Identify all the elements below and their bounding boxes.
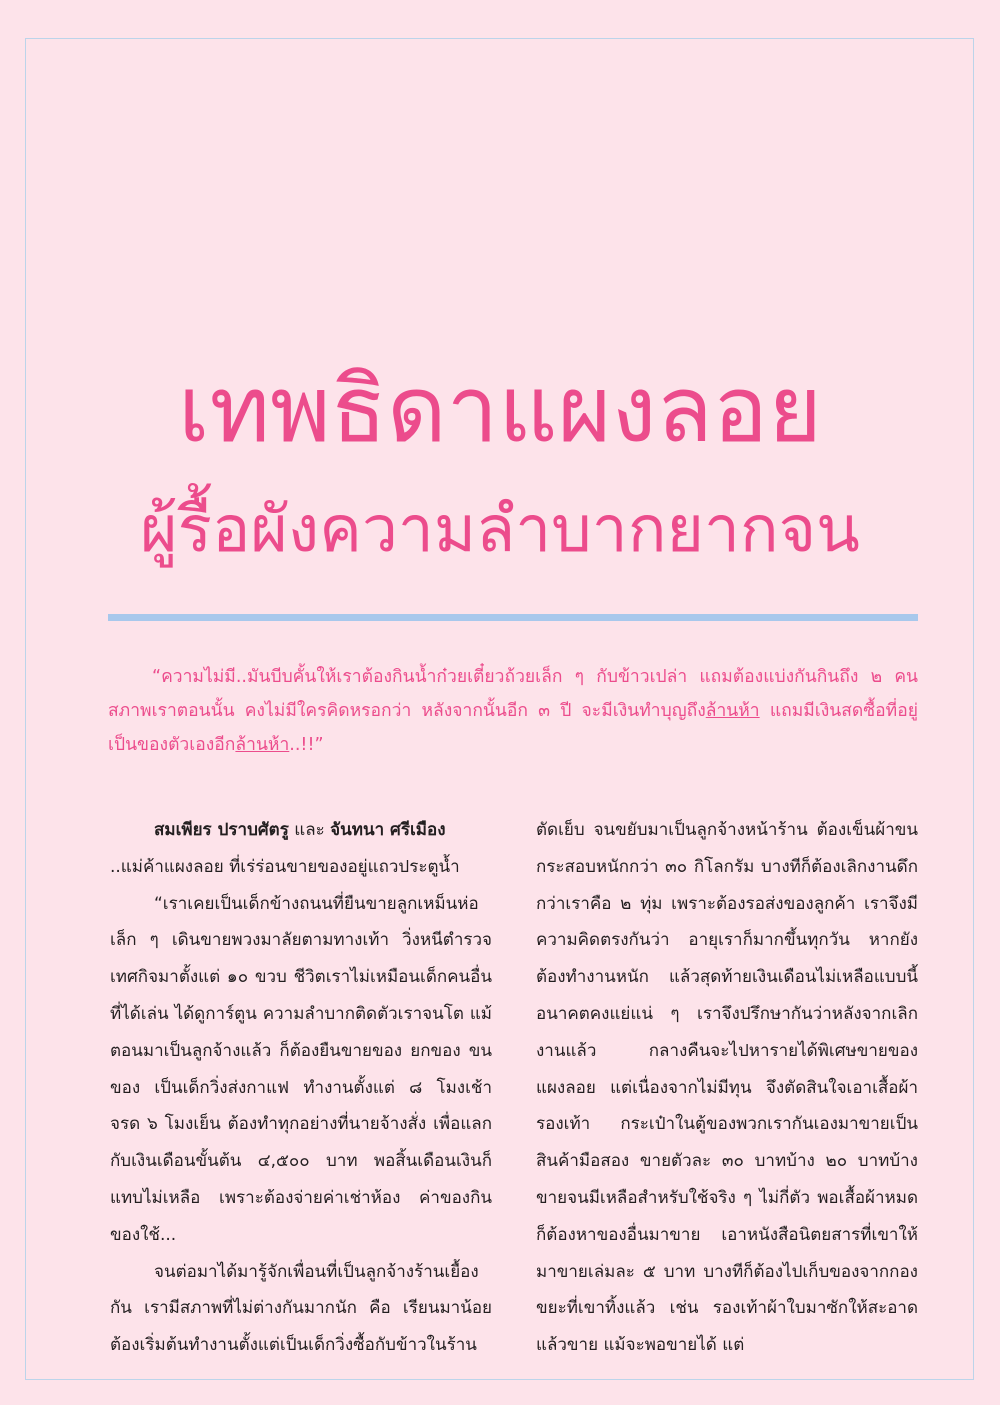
byline-tagline: ..แม่ค้าแผงลอย ที่เร่ร่อนขายของอยู่แถวประตูน้ำ [110, 856, 460, 877]
pull-quote [108, 660, 918, 762]
body-column-left [110, 812, 492, 1364]
divider-rule [108, 614, 918, 621]
byline-author-2: จันทนา ศรีเมือง [330, 820, 446, 840]
quote-underline-1: ล้านห้า [705, 701, 760, 721]
body-column-right [536, 812, 918, 1364]
body-paragraph: ตัดเย็บ จนขยับมาเป็นลูกจ้างหน้าร้าน ต้องเข็นผ้าขนกระสอบหนักกว่า ๓๐ กิโลกรัม บางทีก็ต้องเลิกงานดึกกว่าเราคือ ๒ ทุ่ม เพราะต้องรอส่งของลูกค้า เราจึงมีความคิดตรงกันว่า อายุเราก็มากขึ้นทุกวัน หากยังต้องทำงานหนัก แล้วสุดท้ายเงินเดือนไม่เหลือแบบนี้ อนาคตคงแย่แน่ ๆ เราจึงปรึกษากันว่าหลังจากเลิกงานแล้ว กลางคืนจะไปหารายได้พิเศษขายของแผงลอย แต่เนื่องจากไม่มีทุน จึงตัดสินใจเอาเสื้อผ้า รองเท้า กระเป๋าในตู้ของพวกเรากันเองมาขายเป็นสินค้ามือสอง ขายตัวละ ๓๐ บาทบ้าง ๒๐ บาทบ้าง ขายจนมีเหลือสำหรับใช้จริง ๆ ไม่กี่ตัว พอเสื้อผ้าหมดก็ต้องหาของอื่นมาขาย เอาหนังสือนิตยสารที่เขาให้มาขายเล่มละ ๕ บาท บางทีก็ต้องไปเก็บของจากกองขยะที่เขาทิ้งแล้ว เช่น รองเท้าผ้าใบมาซักให้สะอาดแล้วขาย แม้จะพอขายได้ แต่ [536, 820, 918, 1356]
body-paragraph: “เราเคยเป็นเด็กข้างถนนที่ยืนขายลูกเหม็นห่อเล็ก ๆ เดินขายพวงมาลัยตามทางเท้า วิ่งหนีตำรวจเทศกิจมาตั้งแต่ ๑๐ ขวบ ชีวิตเราไม่เหมือนเด็กคนอื่น ที่ได้เล่น ได้ดูการ์ตูน ความลำบากติดตัวเราจนโต แม้ตอนมาเป็นลูกจ้างแล้ว ก็ต้องยืนขายของ ยกของ ขนของ เป็นเด็กวิ่งส่งกาแฟ ทำงานตั้งแต่ ๘ โมงเช้า จรด ๖ โมงเย็น ต้องทำทุกอย่างที่นายจ้างสั่ง เพื่อแลกกับเงินเดือนขั้นต้น ๔,๕๐๐ บาท พอสิ้นเดือนเงินก็แทบไม่เหลือ เพราะต้องจ่ายค่าเช่าห้อง ค่าของกิน ของใช้... [110, 893, 492, 1245]
body-paragraph: จนต่อมาได้มารู้จักเพื่อนที่เป็นลูกจ้างร้านเยื้องกัน เรามีสภาพที่ไม่ต่างกันมากนัก คือ เรียนมาน้อยต้องเริ่มต้นทำงานตั้งแต่เป็นเด็กวิ่งซื้อกับข้าวในร้าน [110, 1261, 492, 1356]
headline-subtitle: ผู้รื้อผังความลำบากยากจน [140, 493, 860, 567]
byline-author-1: สมเพียร ปราบศัตรู [154, 820, 289, 840]
quote-text-3: ..!!” [289, 735, 324, 755]
byline-conjunction: และ [288, 820, 331, 840]
headline-title: เทพธิดาแผงลอย [178, 356, 822, 463]
quote-underline-2: ล้านห้า [235, 735, 290, 755]
quote-text-2: แถมมีเงินสดซื้อที่อยู่เป็นของตัวเองอีก [108, 701, 918, 755]
byline [110, 812, 492, 849]
quote-text-1: “ความไม่มี..มันบีบคั้นให้เราต้องกินน้ำก๋วยเตี๋ยวถ้วยเล็ก ๆ กับข้าวเปล่า แถมต้องแบ่งกันกินถึง ๒ คน สภาพเราตอนนั้น คงไม่มีใครคิดหรอกว่า หลังจากนั้นอีก ๓ ปี จะมีเงินทำบุญถึง [108, 667, 918, 721]
